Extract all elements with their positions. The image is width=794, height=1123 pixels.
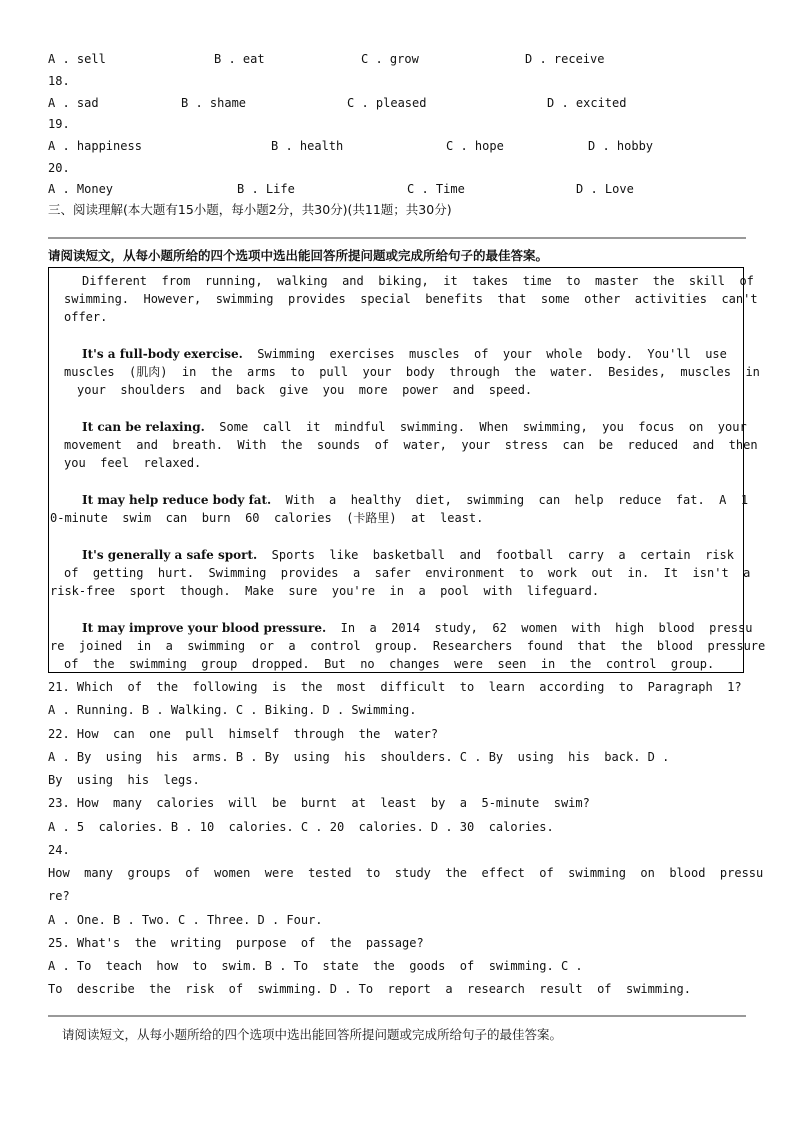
question-22-options-cont: By using his legs. (48, 773, 200, 787)
paragraph-4-first-line (82, 548, 734, 562)
paragraph-1-first-line (82, 347, 727, 361)
reading-instruction: 请阅读短文，从每小题所给的四个选项中选出能回答所提问题或完成所给句子的最佳答案。 (48, 248, 549, 263)
option-c: C . pleased (347, 96, 427, 110)
question-23: 23. How many calories will be burnt at least by a 5-minute swim? (48, 796, 590, 810)
question-18-number: 18. (48, 74, 70, 88)
passage-line: swimming. However, swimming provides special benefits that some other activities can't (64, 292, 758, 306)
section-heading: 三、阅读理解(本大题有15小题，每小题2分，共30分)(共11题；共30分) (48, 202, 452, 217)
question-23-options: A . 5 calories. B . 10 calories. C . 20 calories. D . 30 calories. (48, 820, 554, 834)
paragraph-3-first-line (82, 493, 748, 507)
passage-text: With a healthy diet, swimming can help reduce fat. A 1 (271, 493, 749, 507)
passage-line: risk-free sport though. Make sure you're in a pool with lifeguard. (50, 584, 600, 598)
option-a: A . Money (48, 182, 114, 196)
paragraph-5-heading: It may improve your blood pressure. (82, 621, 327, 635)
option-d: D . Love (576, 182, 634, 196)
passage-line: Different from running, walking and biking, it takes time to master the skill of (82, 274, 754, 288)
paragraph-2-heading: It can be relaxing. (82, 420, 205, 434)
question-24-options: A . One. B . Two. C . Three. D . Four. (48, 913, 323, 927)
option-c: C . Time (407, 182, 465, 196)
question-19-number: 19. (48, 117, 70, 131)
divider (48, 1015, 746, 1017)
question-24-cont: re? (48, 889, 70, 903)
option-d: D . excited (547, 96, 627, 110)
paragraph-1-heading: It's a full-body exercise. (82, 347, 243, 361)
passage-line: offer. (64, 310, 108, 324)
passage-text: In a 2014 study, 62 women with high blood pressu (326, 621, 753, 635)
passage-box (48, 267, 766, 673)
option-b: B . Life (237, 182, 295, 196)
question-24-number: 24. (48, 843, 70, 857)
option-a: A . sad (48, 96, 99, 110)
option-a: A . happiness (48, 139, 142, 153)
paragraph-3-heading: It may help reduce body fat. (82, 493, 272, 507)
passage-text: Sports like basketball and football carry a certain risk (257, 548, 734, 562)
option-b: B . health (271, 139, 344, 153)
option-c: C . grow (361, 52, 419, 66)
question-25: 25. What's the writing purpose of the passage? (48, 936, 424, 950)
passage-line: movement and breath. With the sounds of water, your stress can be reduced and then (64, 438, 758, 452)
option-d: D . hobby (588, 139, 654, 153)
passage-line: you feel relaxed. (64, 456, 202, 470)
question-20-number: 20. (48, 161, 70, 175)
reading-instruction-2: 请阅读短文，从每小题所给的四个选项中选出能回答所提问题或完成所给句子的最佳答案。 (62, 1027, 563, 1042)
passage-line: of getting hurt. Swimming provides a safer environment to work out in. It isn't a (64, 566, 751, 580)
question-22: 22. How can one pull himself through the water? (48, 727, 439, 741)
passage-line: re joined in a swimming or a control group. Researchers found that the blood pressure (50, 639, 766, 653)
passage-text: Some call it mindful swimming. When swimming, you focus on your (204, 420, 747, 434)
option-d: D . receive (525, 52, 605, 66)
option-b: B . shame (181, 96, 247, 110)
question-24: How many groups of women were tested to study the effect of swimming on blood pressu (48, 866, 764, 880)
passage-line: 0-minute swim can burn 60 calories (卡路里) at least. (50, 511, 484, 525)
paragraph-5-first-line (82, 621, 752, 635)
passage-line: of the swimming group dropped. But no changes were seen in the control group. (64, 657, 715, 671)
question-21: 21. Which of the following is the most difficult to learn according to Paragraph 1? (48, 680, 742, 694)
passage-text: Swimming exercises muscles of your whole body. You'll use (242, 347, 727, 361)
divider (48, 237, 746, 239)
question-22-options: A . By using his arms. B . By using his shoulders. C . By using his back. D . (48, 750, 670, 764)
question-21-options: A . Running. B . Walking. C . Biking. D . Swimming. (48, 703, 417, 717)
question-25-options: A . To teach how to swim. B . To state the goods of swimming. C . (48, 959, 583, 973)
passage-line: muscles (肌肉) in the arms to pull your body through the water. Besides, muscles in (64, 365, 760, 379)
paragraph-2-first-line (82, 420, 747, 434)
paragraph-4-heading: It's generally a safe sport. (82, 548, 258, 562)
option-c: C . hope (446, 139, 504, 153)
passage-line: your shoulders and back give you more power and speed. (77, 383, 533, 397)
option-a: A . sell (48, 52, 106, 66)
question-25-options-cont: To describe the risk of swimming. D . To report a research result of swimming. (48, 982, 691, 996)
option-b: B . eat (214, 52, 265, 66)
